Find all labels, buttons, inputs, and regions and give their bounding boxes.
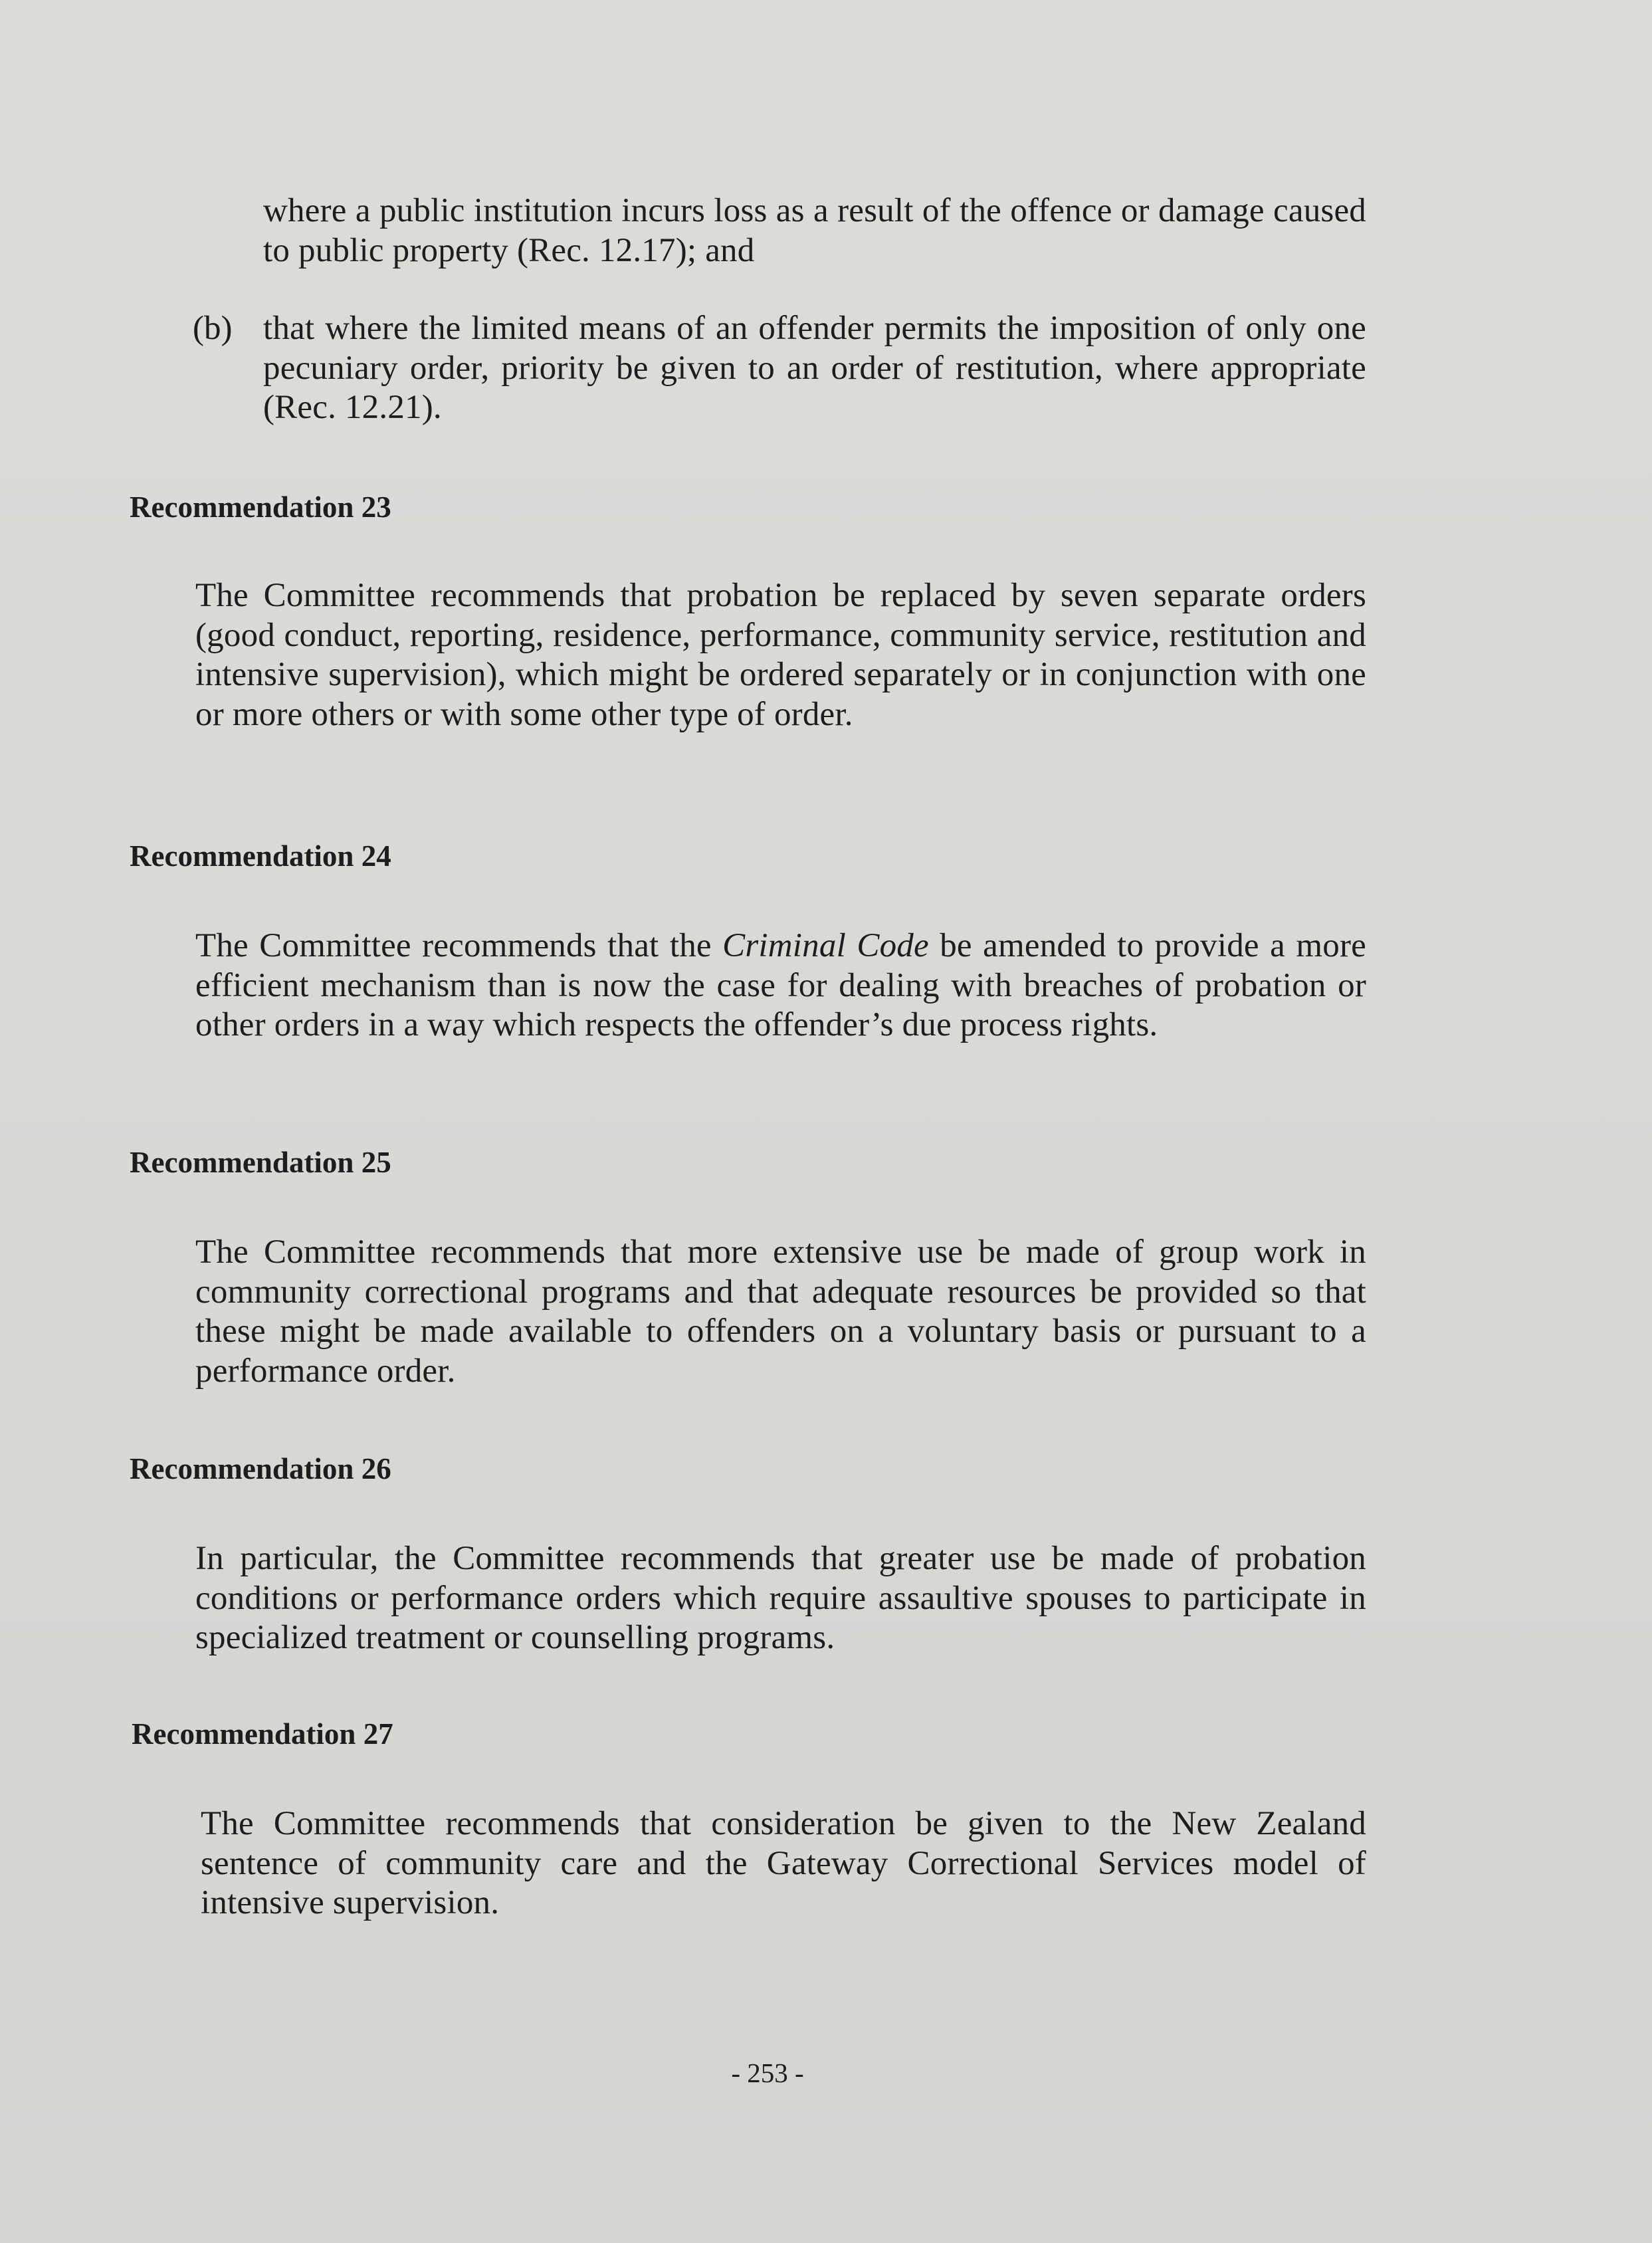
recommendation-24-body <box>195 926 1366 1045</box>
item-b-paragraph <box>263 309 1366 428</box>
recommendation-27-text: The Committee recommends that consideration be given to the New Zealand sentence of community care and the Gateway Correctional Services model of intensive supervision. <box>201 1805 1366 1921</box>
item-b-label: (b) <box>193 310 233 347</box>
recommendation-26-text: In particular, the Committee recommends that greater use be made of probation conditions or performance orders which require assaultive spouses to participate in specialized treatment or counselling programs. <box>195 1540 1366 1656</box>
recommendation-25-text: The Committee recommends that more extensive use be made of group work in community correctional programs and that adequate resources be provided so that these might be made available to offenders on a voluntary basis or pursuant to a performance order. <box>195 1233 1366 1390</box>
recommendation-24-text <box>195 926 1366 1045</box>
recommendation-24-text-after: be amended to provide a more efficient mechanism than is now the case for dealing with breaches of probation or other orders in a way which respects the offender’s due process rights. <box>195 927 1366 1043</box>
item-b-text: that where the limited means of an offender permits the imposition of only one pecuniary order, priority be given to an order of restitution, where appropriate (Rec. 12.21). <box>263 310 1366 426</box>
recommendation-26-body <box>195 1539 1366 1658</box>
recommendation-24-heading: Recommendation 24 <box>130 839 391 873</box>
criminal-code-title: Criminal Code <box>722 927 929 964</box>
recommendation-27-heading: Recommendation 27 <box>132 1717 393 1751</box>
recommendation-24-text-before: The Committee recommends that the <box>195 927 723 964</box>
recommendation-26-heading: Recommendation 26 <box>130 1452 391 1485</box>
recommendation-23-text: The Committee recommends that probation be replaced by seven separate orders (good conduct, reporting, residence, performance, community service, restitution and intensive supervision), which might be ordered separately or in conjunction with one or more others or with some other type of order. <box>195 577 1366 733</box>
recommendation-23-body <box>195 576 1366 734</box>
recommendation-25-heading: Recommendation 25 <box>130 1146 391 1179</box>
recommendation-27-body <box>201 1804 1366 1923</box>
recommendation-25-body <box>195 1233 1366 1391</box>
page-number: - 253 - <box>731 2058 804 2088</box>
continued-text: where a public institution incurs loss as a result of the offence or damage caused to public property (Rec. 12.17); and <box>263 192 1366 269</box>
recommendation-23-heading: Recommendation 23 <box>130 490 391 524</box>
continued-paragraph <box>263 191 1366 270</box>
